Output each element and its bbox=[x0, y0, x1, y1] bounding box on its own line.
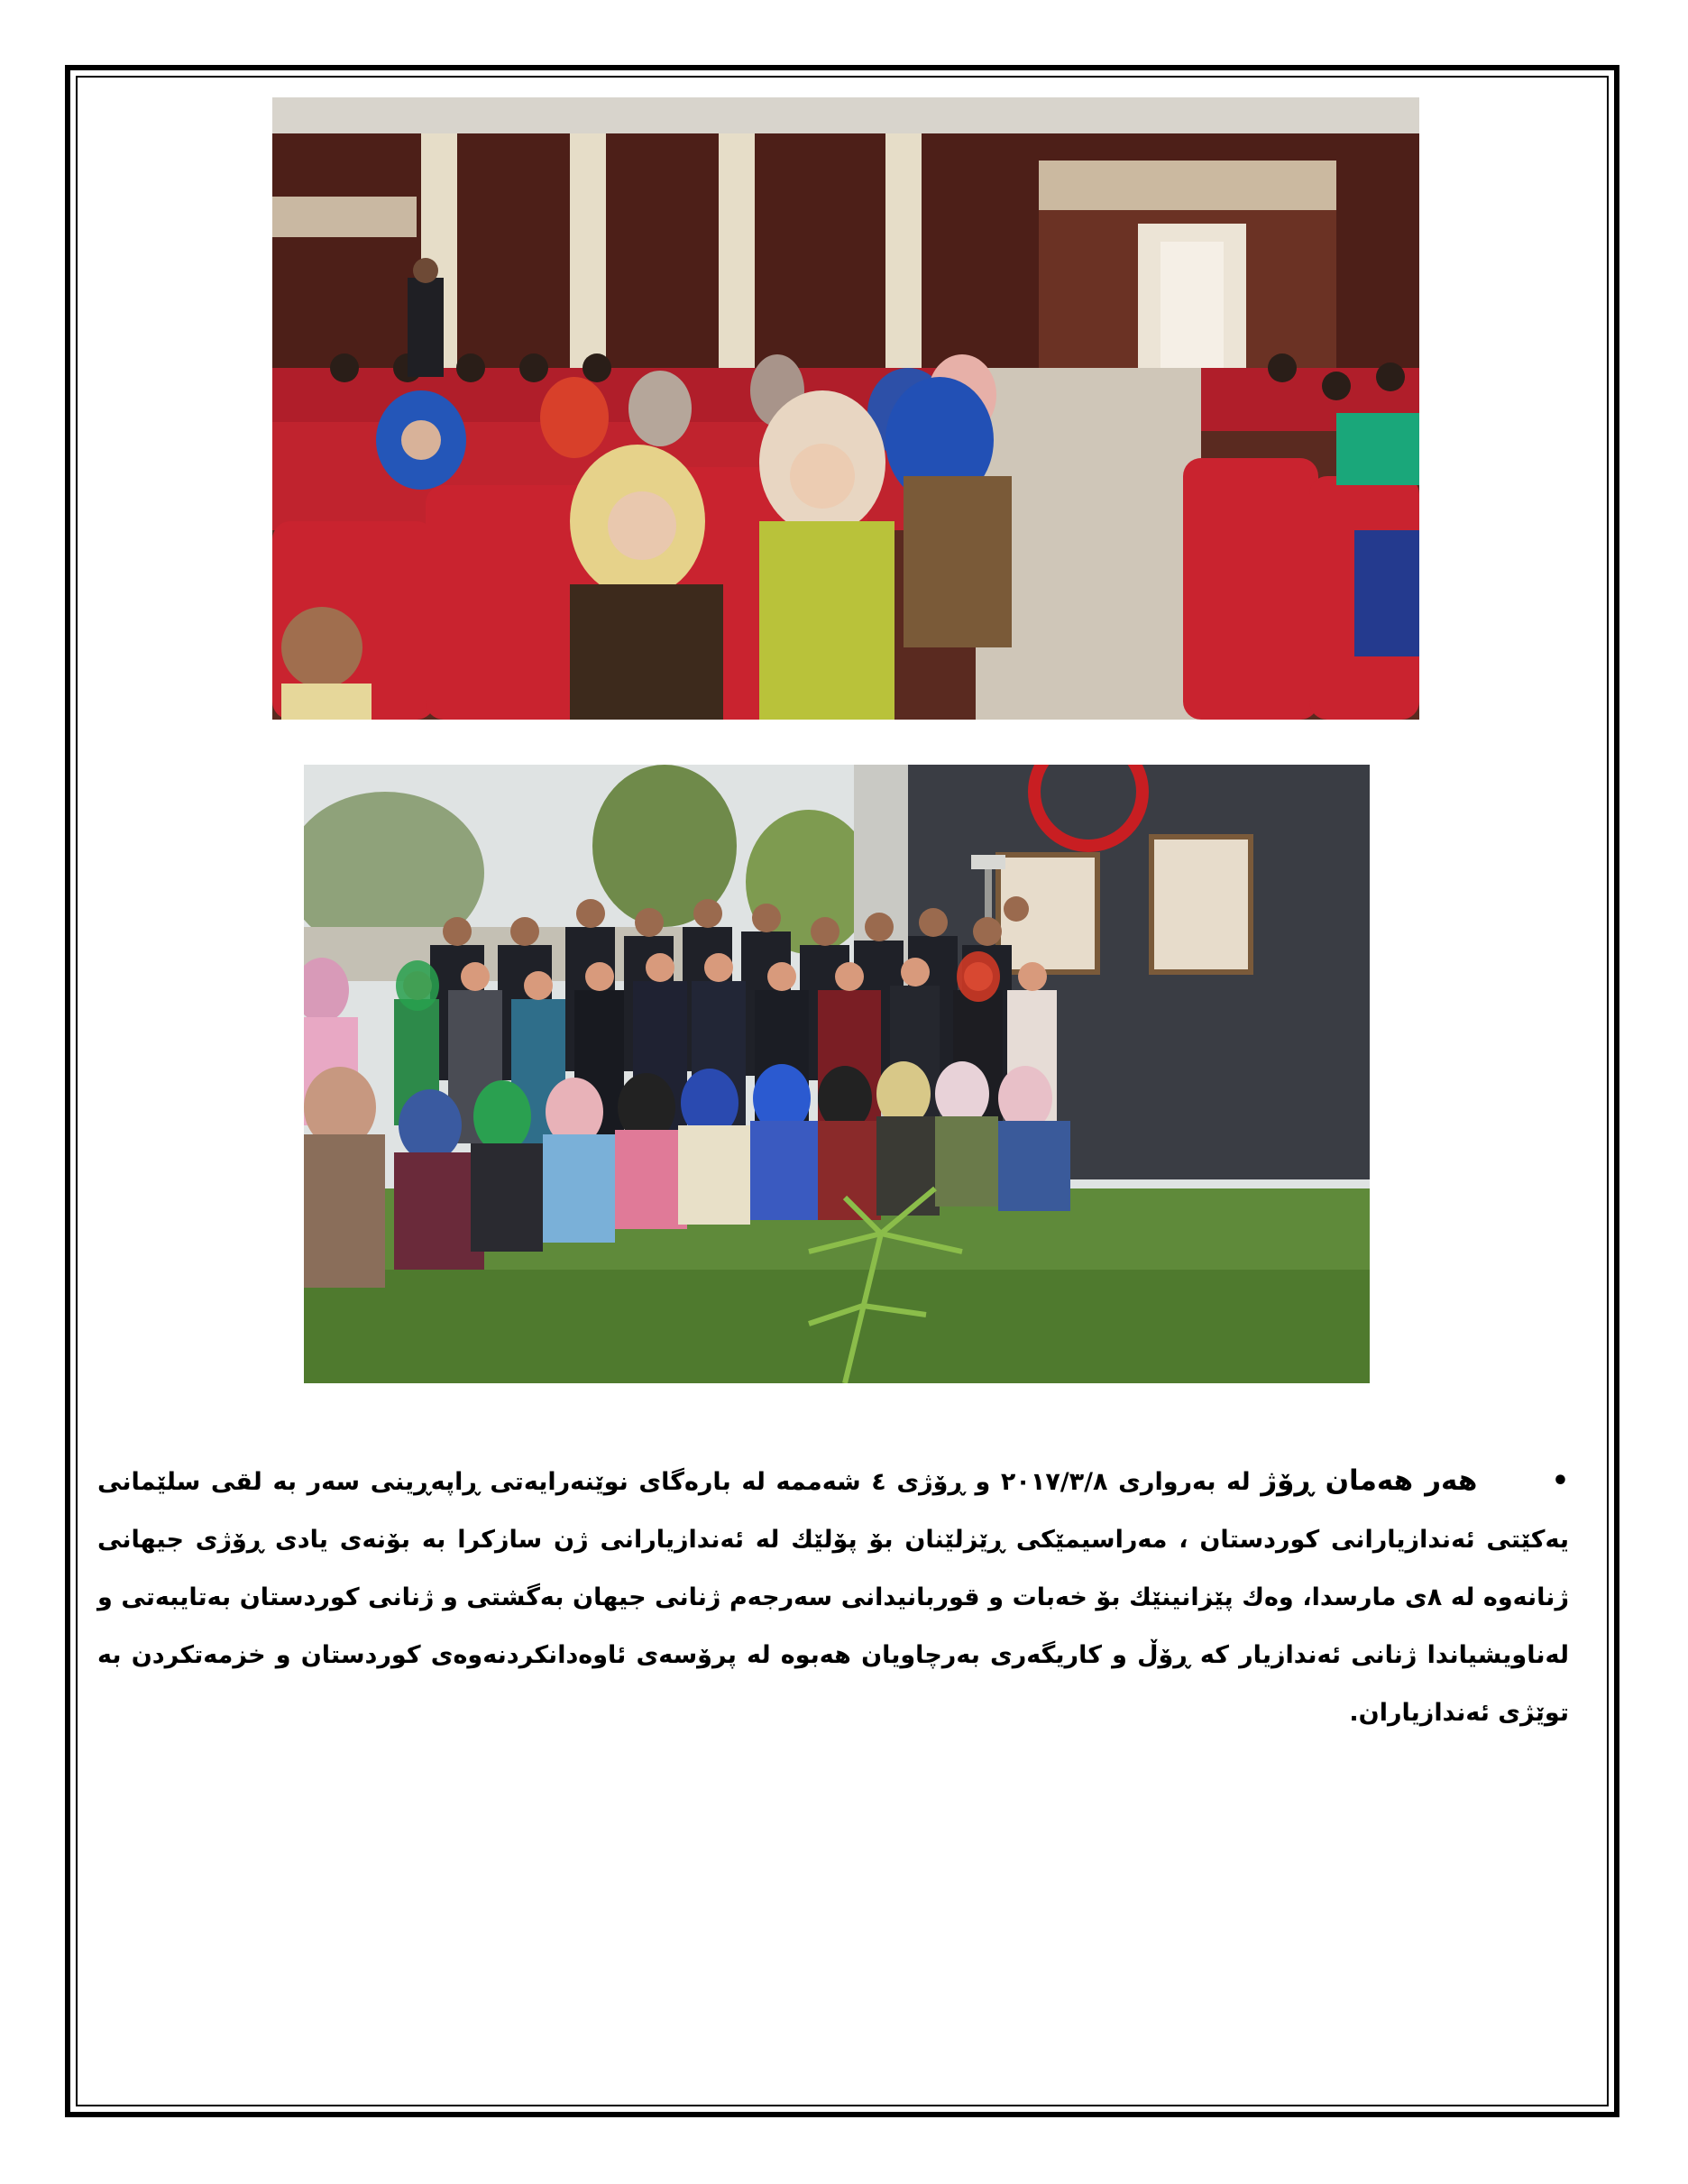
photo-group-outdoor bbox=[304, 765, 1370, 1383]
article-paragraph bbox=[97, 1452, 1569, 1742]
article-lead: هەر هەمان ڕۆژ bbox=[1261, 1464, 1478, 1497]
article-body: لە بەرواری ٢٠١٧/٣/٨ و ڕۆژی ٤ شەممە لە بارەگای نوێنەرایەتی ڕاپەڕینی سەر بە لقی سلێمانی یەکێتی ئەندازیارانی کوردستان ، مەراسیمێکی ڕێزلێنان بۆ پۆلێك لە ئەندازیارانی ژن سازکرا بە بۆنەی یادی ڕۆژی جیهانی ژنانەوە لە ٨ی مارسدا، وەك پێزانینێك بۆ خەبات و قوربانیدانی سەرجەم ژنانی جیهان بەگشتی و ژنانی کوردستان بەتایبەتی و لەناویشیاندا ژنانی ئەندازیار کە ڕۆڵ و کاریگەری بەرچاویان هەبوە لە پرۆسەی ئاوەدانکردنەوەی کوردستان و خزمەتکردن بە توێژی ئەندازیاران. bbox=[97, 1468, 1569, 1727]
photo-auditorium-audience bbox=[272, 97, 1419, 720]
bullet-point: • bbox=[1551, 1465, 1569, 1497]
